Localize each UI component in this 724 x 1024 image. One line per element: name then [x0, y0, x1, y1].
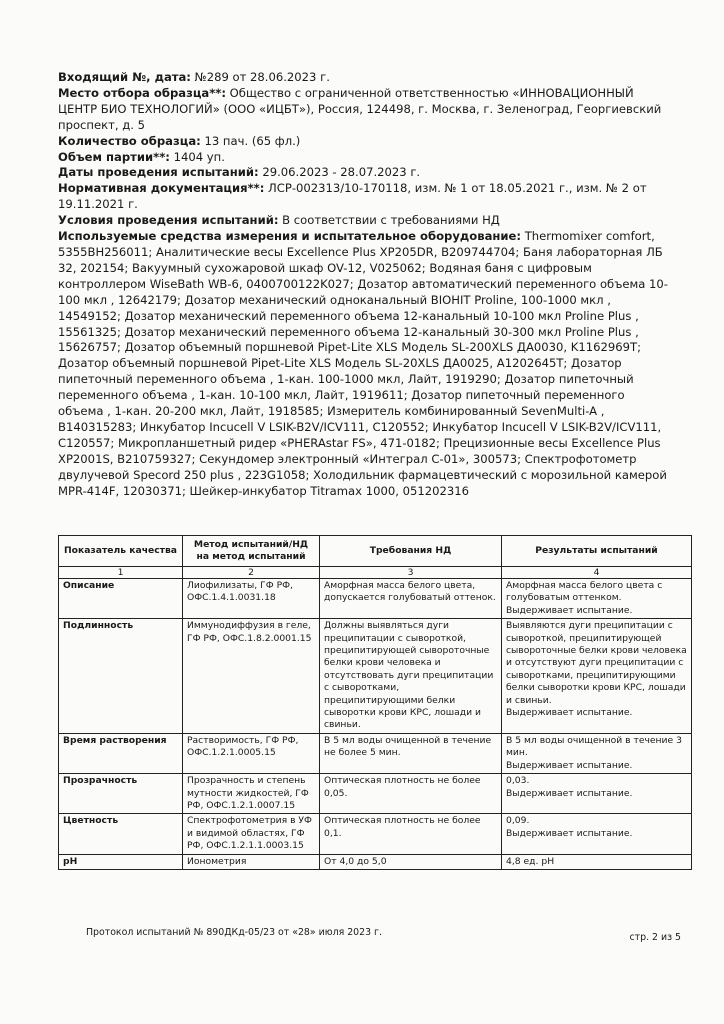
table-row	[59, 854, 692, 869]
sampling-line: Место отбора образца**: Общество с ограниченной ответственностью «ИННОВАЦИОННЫЙ ЦЕНТР БИО ТЕХНОЛОГИЙ» (ООО «ИЦБТ»), Россия, 124498, г. Москва, г. Зеленоград, Георгиевский проспект, д. 5	[58, 85, 662, 132]
table-header-row	[59, 536, 692, 567]
conditions-line: Условия проведения испытаний: В соответствии с требованиями НД	[58, 213, 500, 228]
table-number-row	[59, 567, 692, 579]
result-cell	[502, 814, 692, 854]
indicator-cell: Подлинность	[59, 619, 183, 734]
col-number: 3	[320, 567, 502, 579]
table-row	[59, 619, 692, 734]
col-number: 1	[59, 567, 183, 579]
verdict-text: Выдерживает испытание.	[506, 787, 633, 799]
method-cell: Прозрачность и степень мутности жидкостей, ГФ РФ, ОФС.1.2.1.0007.15	[183, 774, 320, 814]
method-cell: Растворимость, ГФ РФ, ОФС.1.2.1.0005.15	[183, 733, 320, 773]
result-text: Аморфная масса белого цвета с голубоватым оттенком.	[506, 580, 663, 604]
result-text: Выявляются дуги преципитации с сывороткой, преципитирующей сывороточные белки крови человека и отсутствуют дуги преципитации с сыворотками, преципитирующими белки сыворотки крови КРС, лошади и свиньи.	[506, 620, 687, 706]
dates-line: Даты проведения испытаний: 29.06.2023 - 28.07.2023 г.	[58, 165, 421, 180]
method-cell: Ионометрия	[183, 854, 320, 869]
results-table	[58, 535, 692, 870]
result-text: 4,8 ед. pH	[506, 855, 555, 867]
requirement-cell: Должны выявляться дуги преципитации с сывороткой, преципитирующей сывороточные белки крови человека и отсутствовать дуги преципитации с сыворотками, преципитирующими белки сыворотки крови КРС, лошади и свиньи.	[320, 619, 502, 734]
verdict-text: Выдерживает испытание.	[506, 707, 633, 719]
table-row	[59, 774, 692, 814]
method-cell: Иммунодиффузия в геле, ГФ РФ, ОФС.1.8.2.0001.15	[183, 619, 320, 734]
table-row	[59, 579, 692, 619]
col-header-result: Результаты испытаний	[502, 536, 692, 567]
verdict-text: Выдерживает испытание.	[506, 604, 633, 616]
requirement-cell: Оптическая плотность не более 0,05.	[320, 774, 502, 814]
col-number: 4	[502, 567, 692, 579]
col-number: 2	[183, 567, 320, 579]
verdict-text: Выдерживает испытание.	[506, 759, 633, 771]
indicator-cell: pH	[59, 854, 183, 869]
page-footer	[86, 927, 691, 943]
batch-line: Объем партии**: 1404 уп.	[58, 149, 225, 164]
method-cell: Спектрофотометрия в УФ и видимой областях, ГФ РФ, ОФС.1.2.1.1.0003.15	[183, 814, 320, 854]
indicator-cell: Прозрачность	[59, 774, 183, 814]
result-cell	[502, 854, 692, 869]
equipment-line: Используемые средства измерения и испытательное оборудование: Thermomixer comfort, 5355BH256011; Аналитические весы Excellence Plus XP205DR, B209744704; Баня лабораторная ЛБ 32, 202154; Вакуумный сухожаровой шкаф OV-12, V025062; Водяная баня с цифровым контроллером WiseBath WB-6, 0400700122K027; Дозатор автоматический переменного объема 10-100 мкл , 12642179; Дозатор механический одноканальный BIOHIT Proline, 100-1000 мкл , 14549152; Дозатор механический переменного объема 12-канальный 10-100 мкл Proline Plus , 15561325; Дозатор механический переменного объема 12-канальный 30-300 мкл Proline Plus , 15626757; Дозатор объемный поршневой Pipet-Lite XLS Модель SL-200XLS ДА0030, K1162969T; Дозатор объемный поршневой Pipet-Lite XLS Модель SL-20XLS ДА0025, A1202645T; Дозатор пипеточный переменного объема , 1-кан. 100-1000 мкл, Лайт, 1919290; Дозатор пипеточный переменного объема , 1-кан. 10-100 мкл, Лайт, 1919611; Дозатор пипеточный переменного объема , 1-кан. 20-200 мкл, Лайт, 1918585; Измеритель комбинированный SevenMulti-A , B140315283; Инкубатор Incucell V LSIK-B2V/ICV111, C120552; Инкубатор Incucell V LSIK-B2V/ICV111, C120557; Микропланшетный ридер «PHERAstar FS», 471-0182; Прецизионные весы Excellence Plus XP2001S, B210759327; Секундомер электронный «Интеграл С-01», 300573; Спектрофотометр двулучевой Specord 250 plus , 223G1058; Холодильник фармацевтический с морозильной камерой MPR-414F, 12030371; Шейкер-инкубатор Titramax 1000, 051202316	[58, 229, 668, 498]
normdoc-line: Нормативная документация**: ЛСР-002313/10-170118, изм. № 1 от 18.05.2021 г., изм. № 2 от 19.11.2021 г.	[58, 181, 647, 212]
requirement-cell: От 4,0 до 5,0	[320, 854, 502, 869]
indicator-cell: Цветность	[59, 814, 183, 854]
requirement-cell: Аморфная масса белого цвета, допускается голубоватый оттенок.	[320, 579, 502, 619]
protocol-header	[58, 70, 668, 499]
result-text: В 5 мл воды очищенной в течение 3 мин.	[506, 734, 682, 759]
col-header-requirement: Требования НД	[320, 536, 502, 567]
incoming-line: Входящий №, дата: №289 от 28.06.2023 г.	[58, 70, 330, 84]
result-text: 0,03.	[506, 775, 530, 787]
indicator-cell: Описание	[59, 579, 183, 619]
requirement-cell: Оптическая плотность не более 0,1.	[320, 814, 502, 854]
col-header-indicator: Показатель качества	[59, 536, 183, 567]
method-cell: Лиофилизаты, ГФ РФ, ОФС.1.4.1.0031.18	[183, 579, 320, 619]
page-number: стр. 2 из 5	[629, 932, 681, 943]
indicator-cell: Время растворения	[59, 733, 183, 773]
result-cell	[502, 774, 692, 814]
protocol-reference: Протокол испытаний № 890ДКд-05/23 от «28» июля 2023 г.	[86, 927, 382, 938]
result-cell	[502, 733, 692, 773]
result-text: 0,09.	[506, 815, 530, 827]
result-cell	[502, 579, 692, 619]
quantity-line: Количество образца: 13 пач. (65 фл.)	[58, 133, 301, 148]
verdict-text: Выдерживает испытание.	[506, 827, 633, 839]
col-header-method: Метод испытаний/НД на метод испытаний	[183, 536, 320, 567]
result-cell	[502, 619, 692, 734]
table-row	[59, 814, 692, 854]
requirement-cell: В 5 мл воды очищенной в течение не более 5 мин.	[320, 733, 502, 773]
table-row	[59, 733, 692, 773]
